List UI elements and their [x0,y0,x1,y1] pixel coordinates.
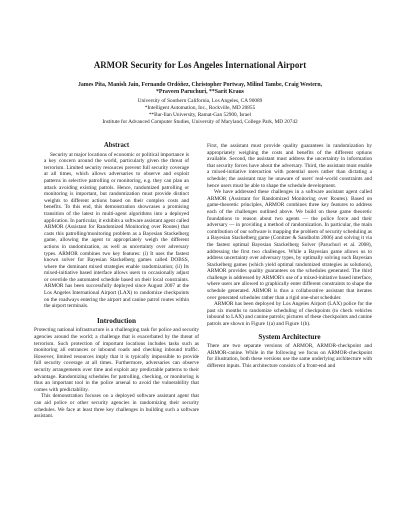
right-paragraph-3: ARMOR has been deployed by Los Angeles Airport (LAX) police for the past six months to randomize scheduling of checkpoints (to check vehicles inbound to LAX) and canine patrols; pictures of these checkpoints and canine patrols are shown in Figure 1(a) and Figure 1(b). [207,301,372,328]
affiliation-biu: **Bar-Ilan University, Ramat-Gan 52900, Israel [148,112,252,118]
introduction-heading: Introduction [96,316,136,325]
abstract-section [34,143,199,310]
right-paragraph-2: We have addressed these challenges in a software assistant agent called ARMOR (Assistant for Randomized Monitoring over Routes). Based on game-theoretic principles, ARMOR combines three key features to address each of the challenges outlined above. We build on these game theoretic foundations to reason about two agents — the police force and their adversary — in providing a method of randomization. In particular, the main contribution of our software is mapping the problem of security scheduling as a Bayesian Stackelberg game (Conitzer & Sandholm 2006) and solving it via the fastest optimal Bayesian Stackelberg Solver (Paruchuri et al. 2008), addressing the first two challenges. While a Bayesian game allows us to address uncertainty over adversary types, by optimally solving such Bayesian Stackelberg games (which yield optimal randomized strategies as solutions), ARMOR provides quality guarantees on the schedules generated. The third challenge is addressed by ARMOR's use of a mixed-initiative based interface, where users are allowed to graphically enter different constraints to shape the schedule generated. ARMOR is thus a collaborative assistant that iterates over generated schedules rather than a rigid one-shot scheduler. [207,189,372,301]
affiliation-umd: Institute for Advanced Computer Studies, University of Maryland, College Park, MD 20742 [102,119,298,125]
author-line-1: James Pita, Manish Jain, Fernando Ordóñez, Christopher Portway, Milind Tambe, Craig Western, [77,82,323,88]
affiliation-usc: University of Southern California, Los Angeles, CA 90089 [137,98,263,104]
abstract-text: Security at major locations of economic or political importance is a key concern around the world, particularly given the threat of terrorism. Limited security resources prevent full security coverage at all times, which allows adversaries to observe and exploit patterns in selective patrolling or monitoring, e.g. they can plan an attack avoiding existing patrols. Hence, randomized patrolling or monitoring is important, but randomization must provide distinct weights to different actions based on their complex costs and benefits. To this end, this demonstration showcases a promising transition of the latest in multi-agent algorithms into a deployed application. In particular, it exhibits a software assistant agent called ARMOR (Assistant for Randomized Monitoring over Routes) that casts this patrolling/monitoring problem as a Bayesian Stackelberg game, allowing the agent to appropriately weigh the different actions in randomization, as well as uncertainty over adversary types. ARMOR combines two key features: (i) It uses the fastest known solver for Bayesian Stackelberg games called DOBSS, where the dominant mixed strategies enable randomization; (ii) Its mixed-initiative based interface allows users to occasionally adjust or override the automated schedule based on their local constraints. ARMOR has been successfully deployed since August 2007 at the Los Angeles International Airport (LAX) to randomize checkpoints on the roadways entering the airport and canine patrol routes within the airport terminals. [44,151,190,310]
paper-title: ARMOR Security for Los Angeles International Airport [93,60,307,70]
system-architecture-heading: System Architecture [258,332,321,341]
right-paragraph-1: First, the assistant must provide quality guarantees in randomization by appropriately weighing the costs and benefits of the different options available. Second, the assistant must address the uncertainty in information that security forces have about the adversary. Third, the assistant must enable a mixed-initiative interaction with potential users rather than dictating a schedule; the assistant may be unaware of users' real-world constraints and hence users must be able to shape the schedule development. [207,143,372,189]
affiliation-iai: *Intelligent Automation, Inc., Rockville, MD 20855 [144,105,256,111]
author-line-2: *Praveen Paruchuri, **Sarit Kraus [156,89,244,96]
right-column [207,143,372,370]
intro-paragraph-1: Protecting national infrastructure is a challenging task for police and security agencies around the world; a challenge that is exacerbated by the threat of terrorism. Such protection of important locations includes tasks such as monitoring all entrances or inbound roads and checking inbound traffic. However, limited resources imply that it is typically impossible to provide full security coverage at all times. Furthermore, adversaries can observe security arrangements over time and exploit any predictable patterns to their advantage. Randomizing schedules for patrolling, checking, or monitoring is thus an important tool in the police arsenal to avoid the vulnerability that comes with predictability. [34,327,199,393]
author-list [20,82,380,96]
abstract-heading: Abstract [103,142,130,149]
left-column [34,143,199,420]
system-architecture-paragraph: There are two separate versions of ARMOR, ARMOR-checkpoint and ARMOR-canine. While in the following we focus on ARMOR-checkpoint for illustration, both these versions use the same underlying architecture with different inputs. This architecture consists of a front-end and [207,343,372,369]
intro-paragraph-2: This demonstration focuses on a deployed software assistant agent that can aid police or other security agencies in randomizing their security schedules. We face at least three key challenges in building such a software assistant. [34,393,199,420]
